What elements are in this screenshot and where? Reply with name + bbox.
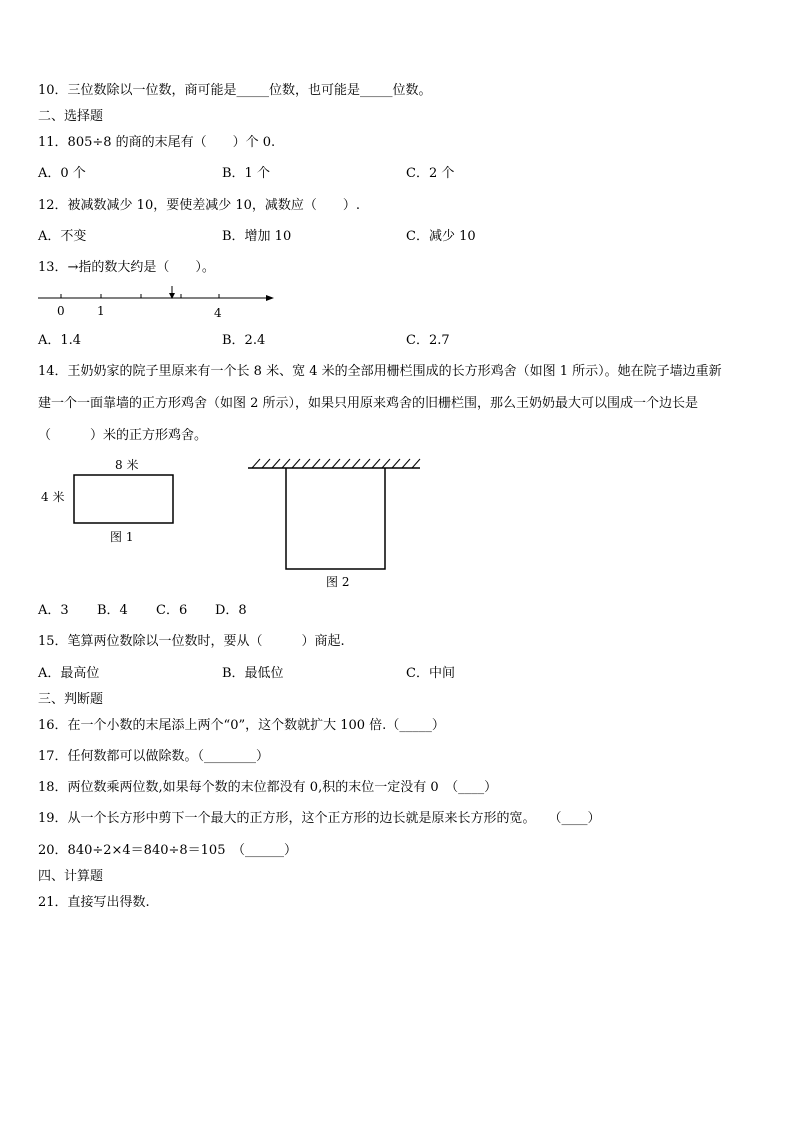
number-line	[38, 283, 278, 308]
question-14-line-2: 建一个一面靠墙的正方形鸡舍（如图 2 所示），如果只用原来鸡舍的旧栅栏围，那么王奶奶最大可以围成一个边长是	[38, 396, 699, 411]
question-15-stem: 15．笔算两位数除以一位数时，要从（ ）商起.	[38, 634, 345, 649]
question-12-option-c: C．减少 10	[406, 229, 476, 244]
figure-1-width-label: 4 米	[41, 490, 65, 504]
question-18: 18．两位数乘两位数,如果每个数的末位都没有 0,积的末位一定没有 0 （____）	[38, 780, 498, 795]
question-16: 16．在一个小数的末尾添上两个“0”，这个数就扩大 100 倍.（_____）	[38, 718, 445, 733]
figure-1-caption: 图 1	[110, 530, 134, 544]
question-14-line-1: 14．王奶奶家的院子里原来有一个长 8 米、宽 4 米的全部用栅栏围成的长方形鸡舍（如图 1 所示）。她在院子墙边重新	[38, 364, 722, 379]
question-15-option-c: C．中间	[406, 666, 455, 681]
figure-1-length-label: 8 米	[115, 458, 139, 472]
question-20: 20．840÷2×4＝840÷8＝105 （______）	[38, 843, 297, 858]
question-14-line-3: （ ）米的正方形鸡舍。	[38, 428, 208, 443]
question-14-option-a: A．3	[38, 603, 69, 618]
section-heading-judgement: 三、判断题	[38, 692, 104, 707]
question-14-option-d: D．8	[215, 603, 247, 618]
question-12-option-b: B．增加 10	[222, 229, 292, 244]
question-12-option-a: A．不变	[38, 229, 87, 244]
question-10: 10．三位数除以一位数，商可能是_____位数，也可能是_____位数。	[38, 83, 432, 98]
square-fence	[286, 468, 385, 569]
question-15-option-b: B．最低位	[222, 666, 284, 681]
section-heading-calculation: 四、计算题	[38, 869, 104, 884]
number-line-label-0: 0	[57, 304, 65, 318]
number-line-label-1: 1	[97, 304, 105, 318]
question-11-stem: 11．805÷8 的商的末尾有（ ）个 0.	[38, 135, 276, 150]
question-11-option-b: B．1 个	[222, 166, 270, 181]
section-heading-choice: 二、选择题	[38, 109, 104, 124]
question-13-option-a: A．1.4	[38, 333, 82, 348]
figure-2-square-with-wall	[248, 458, 422, 572]
question-15-option-a: A．最高位	[38, 666, 100, 681]
question-19: 19．从一个长方形中剪下一个最大的正方形，这个正方形的边长就是原来长方形的宽。 （____）	[38, 811, 601, 826]
question-17: 17．任何数都可以做除数。（________）	[38, 749, 270, 764]
figure-1-rectangle	[73, 474, 175, 525]
question-13-option-b: B．2.4	[222, 333, 266, 348]
wall-hatching	[252, 459, 420, 468]
number-line-label-4: 4	[214, 306, 222, 320]
question-13-stem: 13．→指的数大约是（ ）。	[38, 260, 215, 275]
question-14-option-c: C．6	[156, 603, 188, 618]
number-line-arrowhead	[266, 295, 274, 301]
question-12-stem: 12．被减数减少 10，要使差减少 10，减数应（ ）.	[38, 198, 361, 213]
figure-2-caption: 图 2	[326, 575, 350, 589]
question-14-option-b: B．4	[97, 603, 128, 618]
question-11-option-c: C．2 个	[406, 166, 455, 181]
question-13-option-c: C．2.7	[406, 333, 450, 348]
question-11-option-a: A．0 个	[38, 166, 86, 181]
question-21: 21．直接写出得数.	[38, 895, 150, 910]
